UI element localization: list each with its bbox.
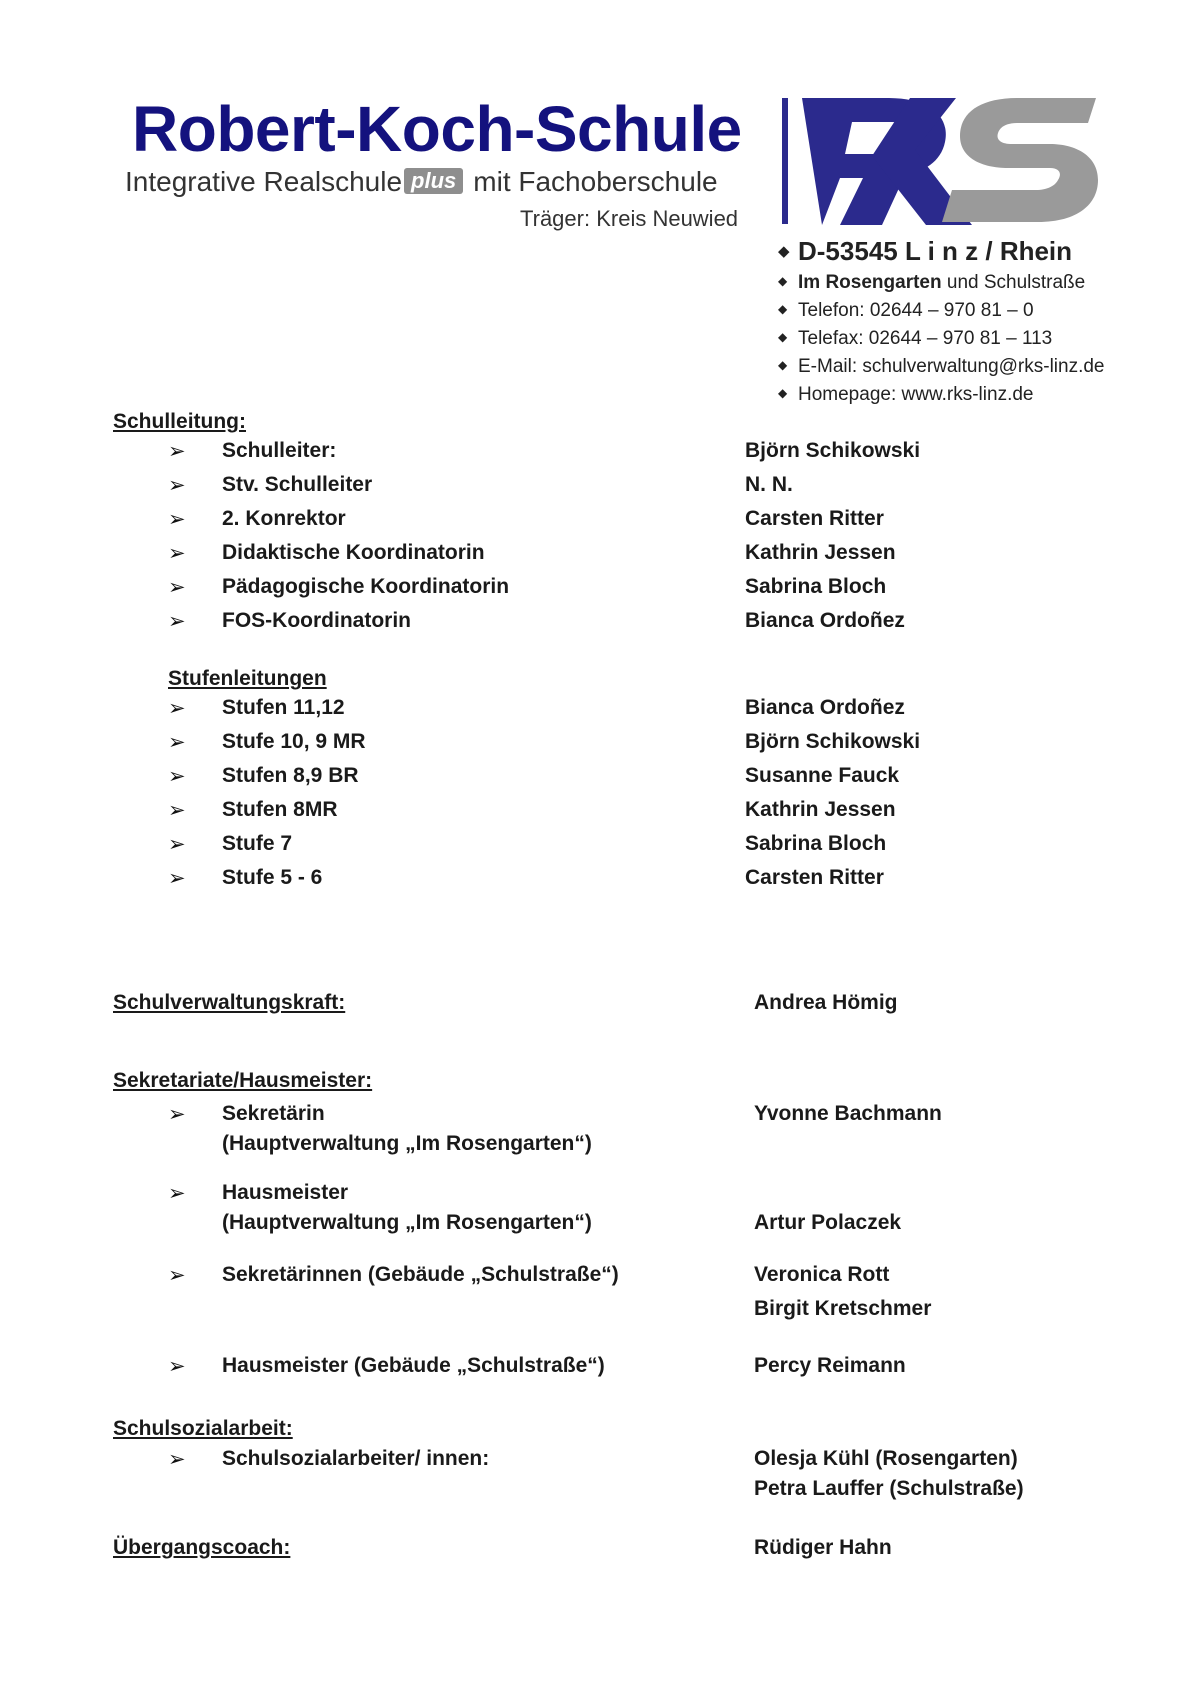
role-sub-label: (Hauptverwaltung „Im Rosengarten“)	[222, 1211, 592, 1234]
person-name: Kathrin Jessen	[745, 798, 896, 821]
arrow-icon: ➢	[168, 1448, 186, 1471]
role-label: Schulleiter:	[222, 439, 337, 462]
arrow-icon: ➢	[168, 1264, 186, 1287]
school-name: Robert-Koch-Schule	[132, 93, 742, 165]
role-label: Stufe 5 - 6	[222, 866, 323, 889]
role-sub-label: (Hauptverwaltung „Im Rosengarten“)	[222, 1132, 592, 1155]
arrow-icon: ➢	[168, 440, 186, 463]
arrow-icon: ➢	[168, 542, 186, 565]
person-name: Björn Schikowski	[745, 439, 921, 462]
person-name: Petra Lauffer (Schulstraße)	[754, 1477, 1024, 1500]
role-label: Stv. Schulleiter	[222, 473, 373, 496]
arrow-icon: ➢	[168, 610, 186, 633]
logo-divider	[782, 98, 788, 224]
role-label: Stufe 7	[222, 832, 293, 855]
plus-badge: plus	[404, 168, 463, 194]
person-name: Björn Schikowski	[745, 730, 921, 753]
person-name: N. N.	[745, 473, 793, 496]
section-schulsozialarbeit: Schulsozialarbeit:	[113, 1417, 293, 1440]
person-name: Percy Reimann	[754, 1354, 906, 1377]
rks-logo	[800, 92, 1100, 227]
person-name: Kathrin Jessen	[745, 541, 896, 564]
school-subtitle	[125, 166, 718, 198]
person-name: Artur Polaczek	[754, 1211, 902, 1234]
subtitle-pre: Integrative Realschule	[125, 166, 403, 197]
person-name: Susanne Fauck	[745, 764, 900, 787]
person-name: Olesja Kühl (Rosengarten)	[754, 1447, 1018, 1470]
role-label: FOS-Koordinatorin	[222, 609, 411, 632]
person-name: Bianca Ordoñez	[745, 609, 905, 632]
role-label: Schulsozialarbeiter/ innen:	[222, 1447, 490, 1470]
arrow-icon: ➢	[168, 1355, 186, 1378]
bullet-icon: ◆	[778, 330, 788, 344]
subtitle-post: mit Fachoberschule	[473, 166, 718, 197]
bullet-icon: ◆	[778, 302, 788, 316]
role-label: Pädagogische Koordinatorin	[222, 575, 510, 598]
role-label: Sekretärinnen (Gebäude „Schulstraße“)	[222, 1263, 619, 1286]
person-name: Carsten Ritter	[745, 507, 884, 530]
contact-address: ◆ Im Rosengarten und Schulstraße	[778, 272, 1086, 293]
contact-fax: ◆ Telefax: 02644 – 970 81 – 113	[778, 328, 1053, 349]
contact-phone: ◆ Telefon: 02644 – 970 81 – 0	[778, 300, 1034, 321]
person-name: Veronica Rott	[754, 1263, 890, 1286]
person-name: Andrea Hömig	[754, 991, 898, 1014]
traeger-line: Träger: Kreis Neuwied	[520, 206, 739, 231]
section-stufenleitungen: Stufenleitungen	[168, 667, 327, 690]
arrow-icon: ➢	[168, 765, 186, 788]
role-label: Stufen 8MR	[222, 798, 338, 821]
role-label: Hausmeister (Gebäude „Schulstraße“)	[222, 1354, 605, 1377]
contact-email: ◆ E-Mail: schulverwaltung@rks-linz.de	[778, 356, 1105, 377]
section-schulleitung: Schulleitung:	[113, 410, 246, 433]
bullet-icon: ◆	[778, 274, 788, 288]
arrow-icon: ➢	[168, 799, 186, 822]
bullet-icon: ◆	[778, 243, 790, 260]
arrow-icon: ➢	[168, 731, 186, 754]
arrow-icon: ➢	[168, 576, 186, 599]
role-label: Stufen 8,9 BR	[222, 764, 359, 787]
arrow-icon: ➢	[168, 833, 186, 856]
role-label: Sekretärin	[222, 1102, 325, 1125]
person-name: Carsten Ritter	[745, 866, 884, 889]
bullet-icon: ◆	[778, 358, 788, 372]
person-name: Sabrina Bloch	[745, 832, 887, 855]
person-name: Yvonne Bachmann	[754, 1102, 942, 1125]
section-uebergangscoach: Übergangscoach:	[113, 1536, 291, 1559]
contact-city: ◆ D-53545 L i n z / Rhein	[778, 236, 1073, 266]
arrow-icon: ➢	[168, 1182, 186, 1205]
role-label: 2. Konrektor	[222, 507, 346, 530]
person-name: Birgit Kretschmer	[754, 1297, 932, 1320]
arrow-icon: ➢	[168, 697, 186, 720]
bullet-icon: ◆	[778, 386, 788, 400]
arrow-icon: ➢	[168, 474, 186, 497]
section-schulverwaltung: Schulverwaltungskraft:	[113, 991, 346, 1014]
arrow-icon: ➢	[168, 1103, 186, 1126]
contact-homepage: ◆ Homepage: www.rks-linz.de	[778, 384, 1034, 405]
person-name: Sabrina Bloch	[745, 575, 887, 598]
role-label: Stufe 10, 9 MR	[222, 730, 366, 753]
arrow-icon: ➢	[168, 867, 186, 890]
arrow-icon: ➢	[168, 508, 186, 531]
role-label: Stufen 11,12	[222, 696, 345, 719]
person-name: Rüdiger Hahn	[754, 1536, 892, 1559]
role-label: Didaktische Koordinatorin	[222, 541, 485, 564]
section-sekretariate: Sekretariate/Hausmeister:	[113, 1069, 373, 1092]
person-name: Bianca Ordoñez	[745, 696, 905, 719]
role-label: Hausmeister	[222, 1181, 349, 1204]
